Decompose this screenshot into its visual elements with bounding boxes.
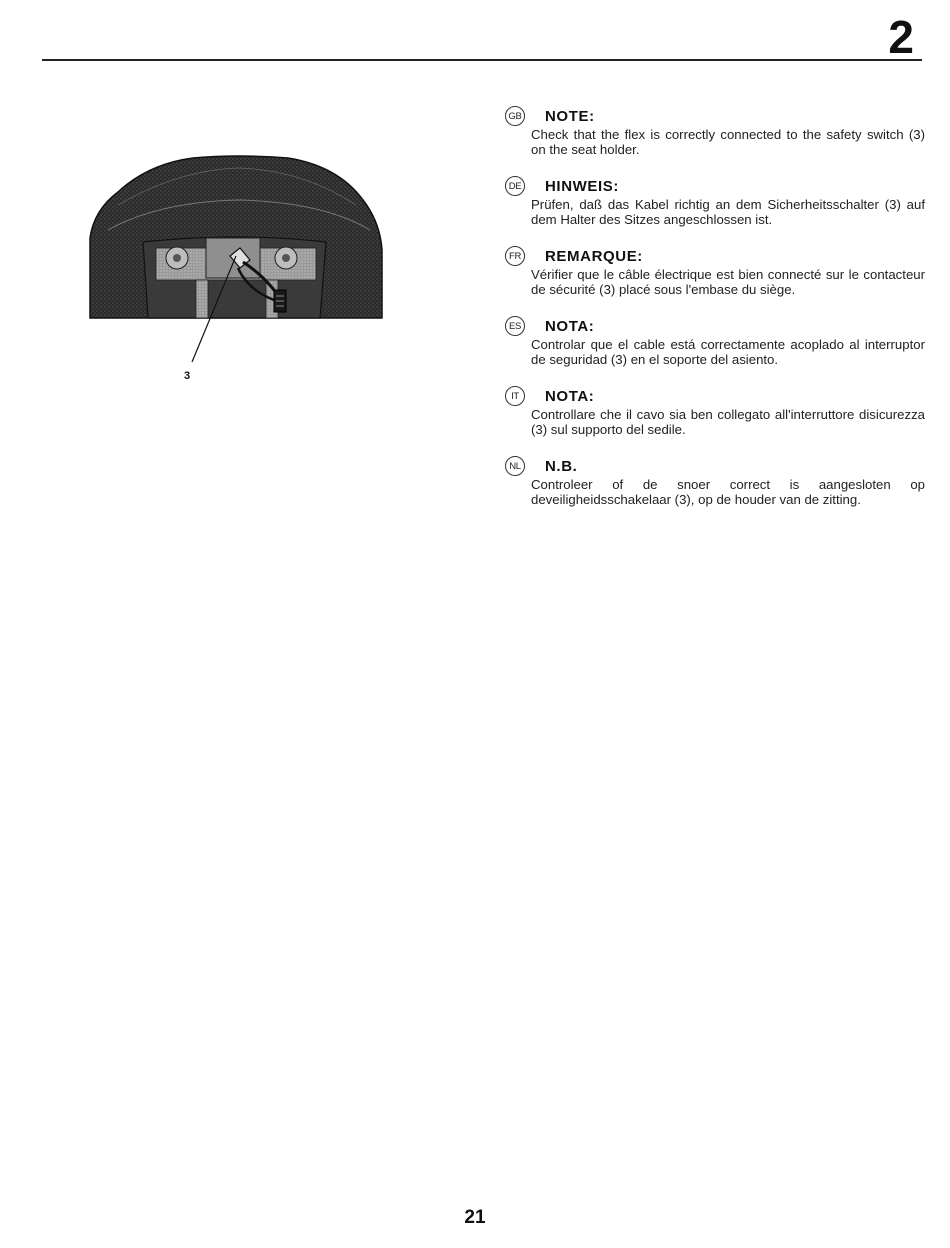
multilingual-notes xyxy=(505,105,925,525)
lang-badge-nl-icon: NL xyxy=(505,456,525,476)
note-fr xyxy=(505,245,925,297)
seat-switch-illustration xyxy=(88,150,388,390)
lang-badge-es-icon: ES xyxy=(505,316,525,336)
note-nl xyxy=(505,455,925,507)
lang-badge-gb-icon: GB xyxy=(505,106,525,126)
note-title: HINWEIS: xyxy=(545,177,619,195)
note-es xyxy=(505,315,925,367)
chapter-number: 2 xyxy=(888,11,914,63)
lang-badge-de-icon: DE xyxy=(505,176,525,196)
lang-badge-fr-icon: FR xyxy=(505,246,525,266)
page-number: 21 xyxy=(464,1207,486,1228)
note-de xyxy=(505,175,925,227)
note-body: Controllare che il cavo sia ben collegato all'interruttore disicurezza (3) sul supporto del sedile. xyxy=(531,407,925,437)
note-title: REMARQUE: xyxy=(545,247,643,265)
note-body: Prüfen, daß das Kabel richtig an dem Sicherheitsschalter (3) auf dem Halter des Sitzes angeschlossen ist. xyxy=(531,197,925,227)
note-body: Controleer of de snoer correct is aangesloten op deveiligheidsschakelaar (3), op de houder van de zitting. xyxy=(531,477,925,507)
callout-label-3: 3 xyxy=(184,370,191,382)
note-title: NOTA: xyxy=(545,387,595,405)
note-title: NOTA: xyxy=(545,317,595,335)
note-body: Vérifier que le câble électrique est bien connecté sur le contacteur de sécurité (3) placé sous l'embase du siège. xyxy=(531,267,925,297)
note-body: Check that the flex is correctly connected to the safety switch (3) on the seat holder. xyxy=(531,127,925,157)
note-it xyxy=(505,385,925,437)
note-title: N.B. xyxy=(545,457,578,475)
note-title: NOTE: xyxy=(545,107,595,125)
header-rule xyxy=(42,59,922,61)
note-body: Controlar que el cable está correctamente acoplado al interruptor de seguridad (3) en el soporte del asiento. xyxy=(531,337,925,367)
note-gb xyxy=(505,105,925,157)
lang-badge-it-icon: IT xyxy=(505,386,525,406)
